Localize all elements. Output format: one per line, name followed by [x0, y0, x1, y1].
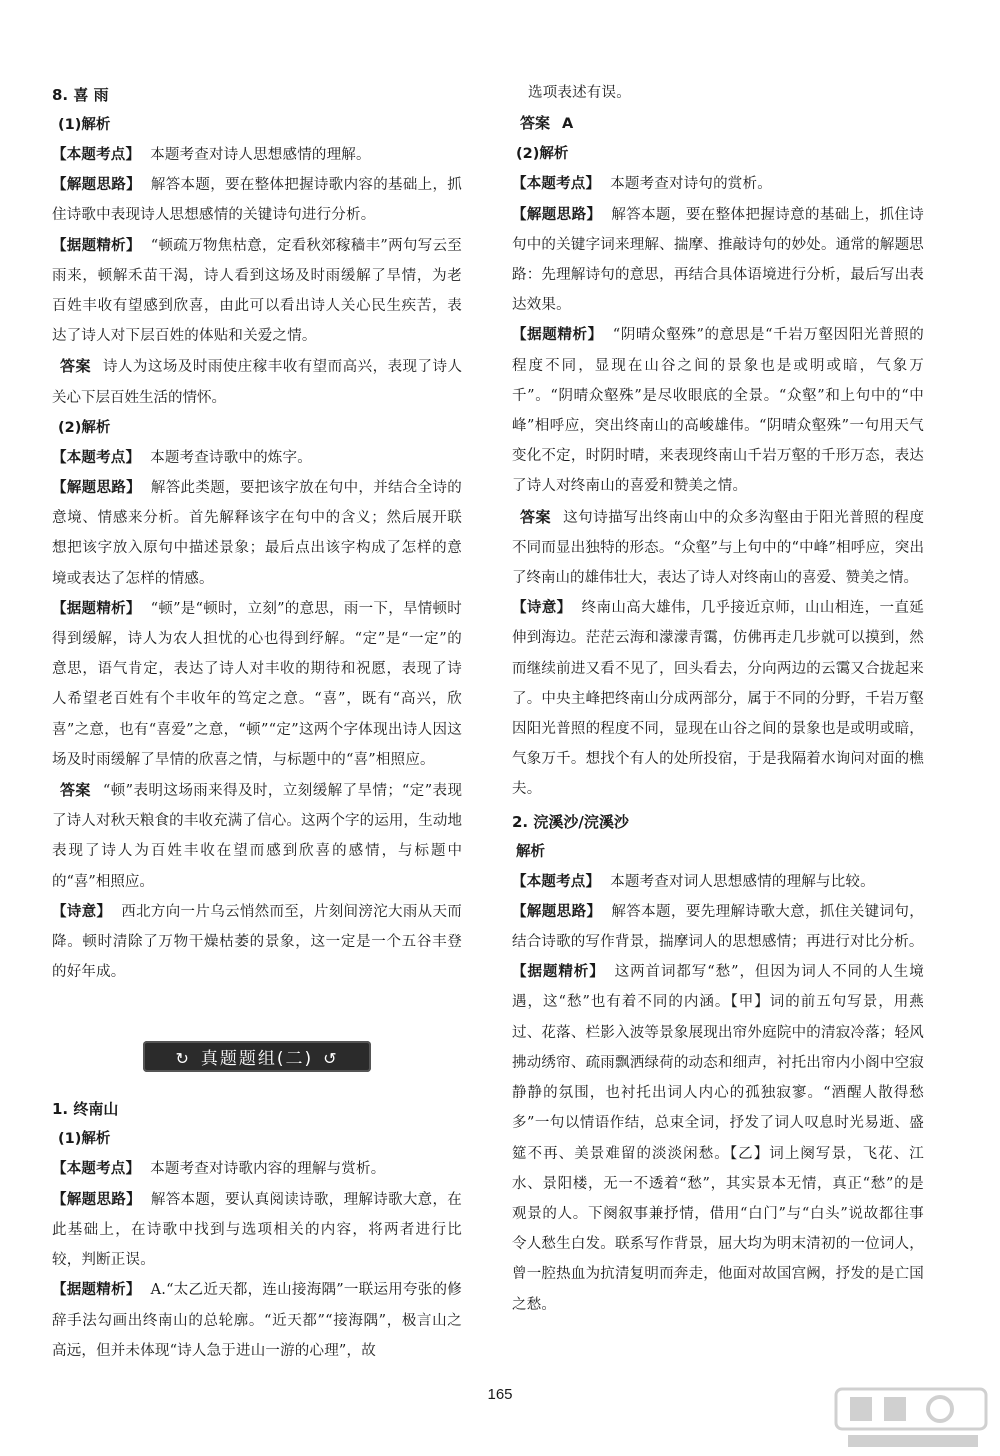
section-heading: (1)解析 [58, 117, 111, 133]
label-kaodian: 【本题考点】 [512, 873, 601, 890]
section-heading: (2)解析 [516, 146, 569, 163]
section-heading: (1)解析 [58, 1131, 111, 1148]
answer-paragraph: 答案 诗人为这场及时雨使庄稼丰收有望而高兴，表现了诗人关心下层百姓生活的情怀。 [52, 357, 462, 406]
question-title: 2. 浣溪沙/浣溪沙 [512, 812, 629, 831]
label-jingxi: 【据题精析】 [512, 327, 603, 344]
paragraph-silu: 【解题思路】 解答本题，要认真阅读诗歌，理解诗歌大意，在此基础上，在诗歌中找到与选项相关的内容，将两者进行比较，判断正误。 [52, 1191, 462, 1269]
label-kaodian: 【本题考点】 [52, 1161, 141, 1178]
answer-label: 答案 [520, 114, 551, 133]
answer-paragraph [512, 108, 924, 139]
continued-paragraph: 选项表述有误。 [528, 85, 631, 101]
label-shiyi: 【诗意】 [52, 903, 112, 920]
section-banner: ↻ 真题题组(二) ↺ [143, 1041, 370, 1072]
section-heading: (2)解析 [58, 419, 111, 436]
page-number: 165 [487, 1386, 513, 1403]
answer-paragraph: 答案 “顿”表明这场雨来得及时，立刻缓解了旱情；“定”表现了诗人对秋天粮食的丰收充满了信心。这两个字的运用，生动地表现了诗人为百姓丰收在望而感到欣喜的感情，与标题中的“喜”相照应。 [52, 781, 462, 890]
paragraph-kaodian: 【本题考点】 本题考查对诗歌内容的理解与赏析。 [52, 1161, 386, 1178]
watermark-logo [828, 1385, 1000, 1453]
paragraph-jingxi: 【据题精析】 “阴晴众壑殊”的意思是“千岩万壑因阳光普照的程度不同，显现在山谷之间的景象也是或明或暗，气象万千”。“阴晴众壑殊”是尽收眼底的全景。“众壑”和上句中的“中峰”相呼应，突出终南山的高峻雄伟。“阴晴众壑殊”一句用天气变化不定，时阴时晴，来表现终南山千岩万壑的千形万态，表达了诗人对终南山的喜爱和赞美之情。 [512, 327, 924, 495]
question-title: 1. 终南山 [52, 1100, 119, 1119]
label-kaodian: 【本题考点】 [52, 147, 141, 163]
section-heading: 解析 [516, 843, 545, 860]
answer-paragraph: 答案 这句诗描写出终南山中的众多沟壑由于阳光普照的程度不同而显出独特的形态。“众壑”与上句中的“中峰”相呼应，突出了终南山的雄伟壮大，表达了诗人对终南山的喜爱、赞美之情。 [512, 507, 924, 587]
label-jingxi: 【据题精析】 [512, 964, 605, 981]
label-silu: 【解题思路】 [52, 480, 141, 497]
label-silu: 【解题思路】 [52, 177, 141, 194]
paragraph-kaodian: 【本题考点】 本题考查对诗句的赏析。 [512, 176, 772, 193]
label-jingxi: 【据题精析】 [52, 600, 141, 617]
label-silu: 【解题思路】 [512, 206, 602, 223]
paragraph-jingxi: 【据题精析】 这两首词都写“愁”，但因为词人不同的人生境遇，这“愁”也有着不同的内涵。【甲】词的前五句写景，用燕过、花落、栏影入波等景象展现出帘外庭院中的清寂冷落；轻风拂动绣帘、疏雨飘洒绿荷的动态和细声，衬托出帘内小阁中空寂静静的氛围，也衬托出词人内心的孤独寂寥。“酒醒人散得愁多”一句以情语作结，总束全词，抒发了词人叹息时光易逝、盛筵不再、美景难留的淡淡闲愁。【乙】词上阕写景，飞花、江水、景阳楼，无一不透着“愁”，其实景本无情，真正“愁”的是观景的人。下阕叙事兼抒情，借用“白门”与“白头”说故都往事令人愁生白发。联系写作背景，屈大均为明末清初的一位词人，曾一腔热血为抗清复明而奔走，他面对故国宫阙，抒发的是亡国之愁。 [512, 964, 924, 1313]
paragraph-silu: 【解题思路】 解答此类题，要把该字放在句中，并结合全诗的意境、情感来分析。首先解释该字在句中的含义；然后展开联想把该字放入原句中描述景象；最后点出该字构成了怎样的意境或表达了怎样的情感。 [52, 480, 462, 587]
paragraph-silu: 【解题思路】 解答本题，要在整体把握诗意的基础上，抓住诗句中的关键字词来理解、揣摩、推敲诗句的妙处。通常的解题思路：先理解诗句的意思，再结合具体语境进行分析，最后写出表达效果。 [512, 206, 924, 314]
paragraph-silu: 【解题思路】 解答本题，要先理解诗歌大意，抓住关键词句，结合诗歌的写作背景，揣摩词人的思想感情；再进行对比分析。 [512, 903, 924, 951]
answer-label: 答案 [60, 357, 91, 376]
right-column [512, 78, 924, 1320]
answer-choice: A [562, 116, 574, 133]
paragraph-silu: 【解题思路】 解答本题，要在整体把握诗歌内容的基础上，抓住诗歌中表现诗人思想感情的关键诗句进行分析。 [52, 177, 462, 224]
paragraph-kaodian: 【本题考点】 本题考查对词人思想感情的理解与比较。 [512, 873, 875, 890]
paragraph-kaodian: 【本题考点】 本题考查诗歌中的炼字。 [52, 449, 312, 466]
paragraph-jingxi: 【据题精析】 “顿”是“顿时，立刻”的意思，雨一下，旱情顿时得到缓解，诗人为农人担忧的心也得到纾解。“定”是“一定”的意思，语气肯定，表达了诗人对丰收的期待和祝愿，表现了诗人希望老百姓有个丰收年的笃定之意。“喜”，既有“高兴，欣喜”之意，也有“喜爱”之意，“顿”“定”这两个字体现出诗人因这场及时雨缓解了旱情的欣喜之情，与标题中的“喜”相照应。 [52, 600, 462, 768]
label-silu: 【解题思路】 [52, 1191, 141, 1208]
left-column [52, 78, 462, 1366]
label-jingxi: 【据题精析】 [52, 237, 141, 254]
section-banner-wrap [52, 1041, 462, 1072]
label-kaodian: 【本题考点】 [512, 176, 601, 193]
label-kaodian: 【本题考点】 [52, 449, 141, 466]
answer-label: 答案 [60, 781, 91, 800]
paragraph-kaodian: 【本题考点】 本题考查对诗人思想感情的理解。 [52, 147, 371, 163]
question-title: 8. 喜 雨 [52, 86, 109, 104]
paragraph-shiyi: 【诗意】 终南山高大雄伟，几乎接近京师，山山相连，一直延伸到海边。茫茫云海和濛濛青霭，仿佛再走几步就可以摸到，然而继续前进又看不见了，回头看去，分向两边的云霭又合拢起来了。中央主峰把终南山分成两部分，属于不同的分野，千岩万壑因阳光普照的程度不同，显现在山谷之间的景象也是或明或暗，气象万千。想找个有人的处所投宿，于是我隔着水询问对面的樵夫。 [512, 600, 924, 798]
answer-label: 答案 [520, 507, 552, 526]
label-silu: 【解题思路】 [512, 903, 602, 920]
swirl-right-icon: ↺ [323, 1049, 339, 1069]
swirl-left-icon: ↻ [175, 1049, 191, 1069]
paragraph-jingxi: 【据题精析】 “顿疏万物焦枯意，定看秋郊稼穑丰”两句写云至雨来，顿解禾苗干渴，诗人看到这场及时雨缓解了旱情，为老百姓丰收有望感到欣喜，由此可以看出诗人关心民生疾苦，表达了诗人对下层百姓的体贴和关爱之情。 [52, 237, 462, 345]
paragraph-shiyi: 【诗意】 西北方向一片乌云悄然而至，片刻间滂沱大雨从天而降。顿时清除了万物干燥枯萎的景象，这一定是一个五谷丰登的好年成。 [52, 903, 462, 981]
paragraph-jingxi: 【据题精析】 A.“太乙近天都，连山接海隅”一联运用夸张的修辞手法勾画出终南山的总轮廓。“近天都”“接海隅”，极言山之高远，但并未体现“诗人急于进山一游的心理”，故 [52, 1282, 462, 1359]
label-shiyi: 【诗意】 [512, 600, 572, 617]
label-jingxi: 【据题精析】 [52, 1282, 141, 1299]
